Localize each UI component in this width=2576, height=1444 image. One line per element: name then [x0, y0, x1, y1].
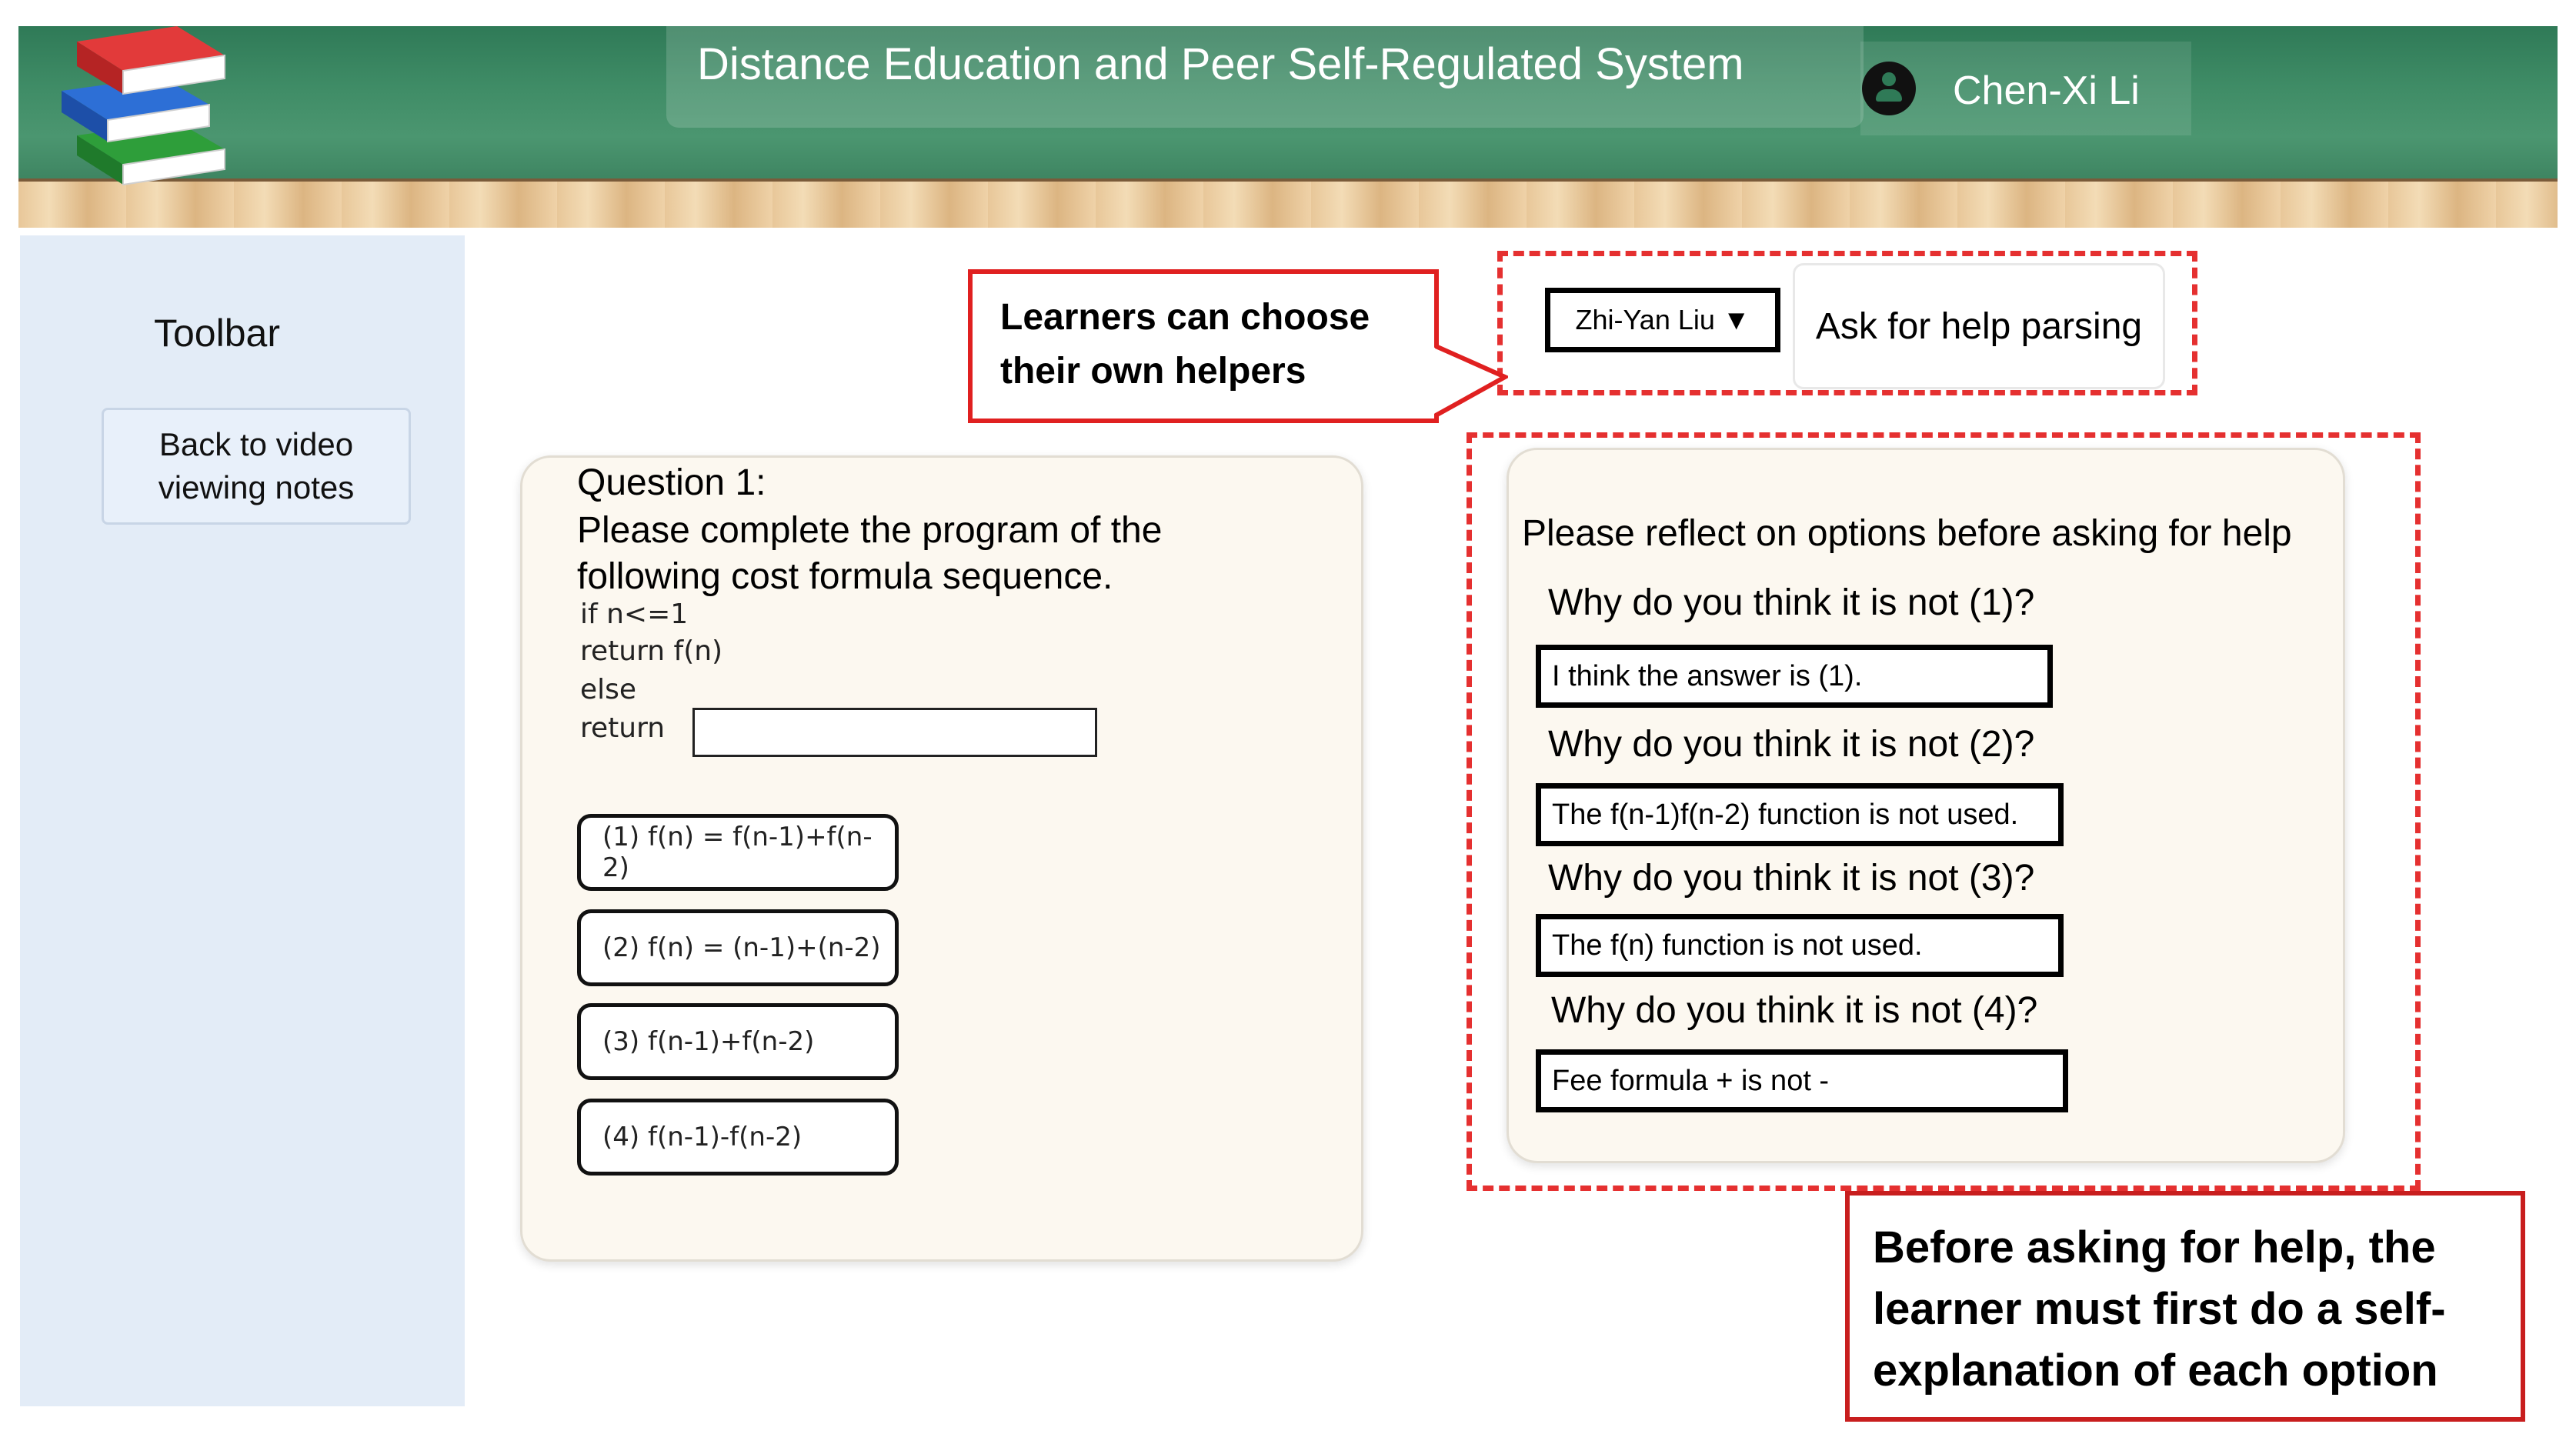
helper-select[interactable]: Zhi-Yan Liu ▼ [1545, 288, 1780, 352]
callout-line: Before asking for help, the [1873, 1222, 2436, 1272]
sidebar-title: Toolbar [154, 312, 280, 355]
option-3-button[interactable]: (3) f(n-1)+f(n-2) [577, 1003, 899, 1080]
stacked-books-logo-icon [46, 6, 239, 191]
reflection-answer-1[interactable]: I think the answer is (1). [1536, 645, 2053, 708]
answer-input[interactable] [692, 708, 1097, 757]
question-title: Question 1: [577, 462, 766, 503]
option-2-button[interactable]: (2) f(n) = (n-1)+(n-2) [577, 909, 899, 986]
app-title: Distance Education and Peer Self-Regulated System [697, 39, 1744, 89]
reflection-answer-3[interactable]: The f(n) function is not used. [1536, 914, 2064, 977]
option-1-button[interactable]: (1) f(n) = f(n-1)+f(n-2) [577, 814, 899, 891]
option-4-button[interactable]: (4) f(n-1)-f(n-2) [577, 1099, 899, 1176]
question-prompt-line: following cost formula sequence. [577, 556, 1113, 597]
callout-line: learner must first do a self- [1873, 1284, 2446, 1334]
code-line: return [580, 712, 666, 744]
callout-self-explanation [1845, 1191, 2525, 1422]
reflection-question-1: Why do you think it is not (1)? [1548, 582, 2035, 623]
back-to-video-notes-button[interactable]: Back to video viewing notes [102, 408, 411, 525]
callout-line: their own helpers [1000, 351, 1306, 392]
code-line: else [580, 674, 637, 705]
callout-pointer-icon [1431, 331, 1508, 423]
code-line: return f(n) [580, 635, 723, 667]
ask-for-help-button[interactable]: Ask for help parsing [1793, 263, 2165, 389]
reflection-question-3: Why do you think it is not (3)? [1548, 858, 2035, 899]
reflection-question-2: Why do you think it is not (2)? [1548, 724, 2035, 765]
user-avatar-icon[interactable] [1862, 62, 1916, 115]
user-name: Chen-Xi Li [1953, 68, 2140, 113]
reflection-intro: Please reflect on options before asking for help [1522, 513, 2292, 554]
code-line: if n<=1 [580, 599, 689, 630]
question-prompt [577, 508, 1270, 600]
reflection-answer-4[interactable]: Fee formula + is not - [1536, 1049, 2068, 1112]
wood-strip [18, 178, 2558, 228]
callout-line: Learners can choose [1000, 297, 1370, 338]
reflection-answer-2[interactable]: The f(n-1)f(n-2) function is not used. [1536, 783, 2064, 846]
reflection-question-4: Why do you think it is not (4)? [1551, 990, 2038, 1031]
callout-line: explanation of each option [1873, 1346, 2438, 1396]
callout-choose-helpers-text [1000, 291, 1370, 399]
question-prompt-line: Please complete the program of the [577, 510, 1163, 551]
